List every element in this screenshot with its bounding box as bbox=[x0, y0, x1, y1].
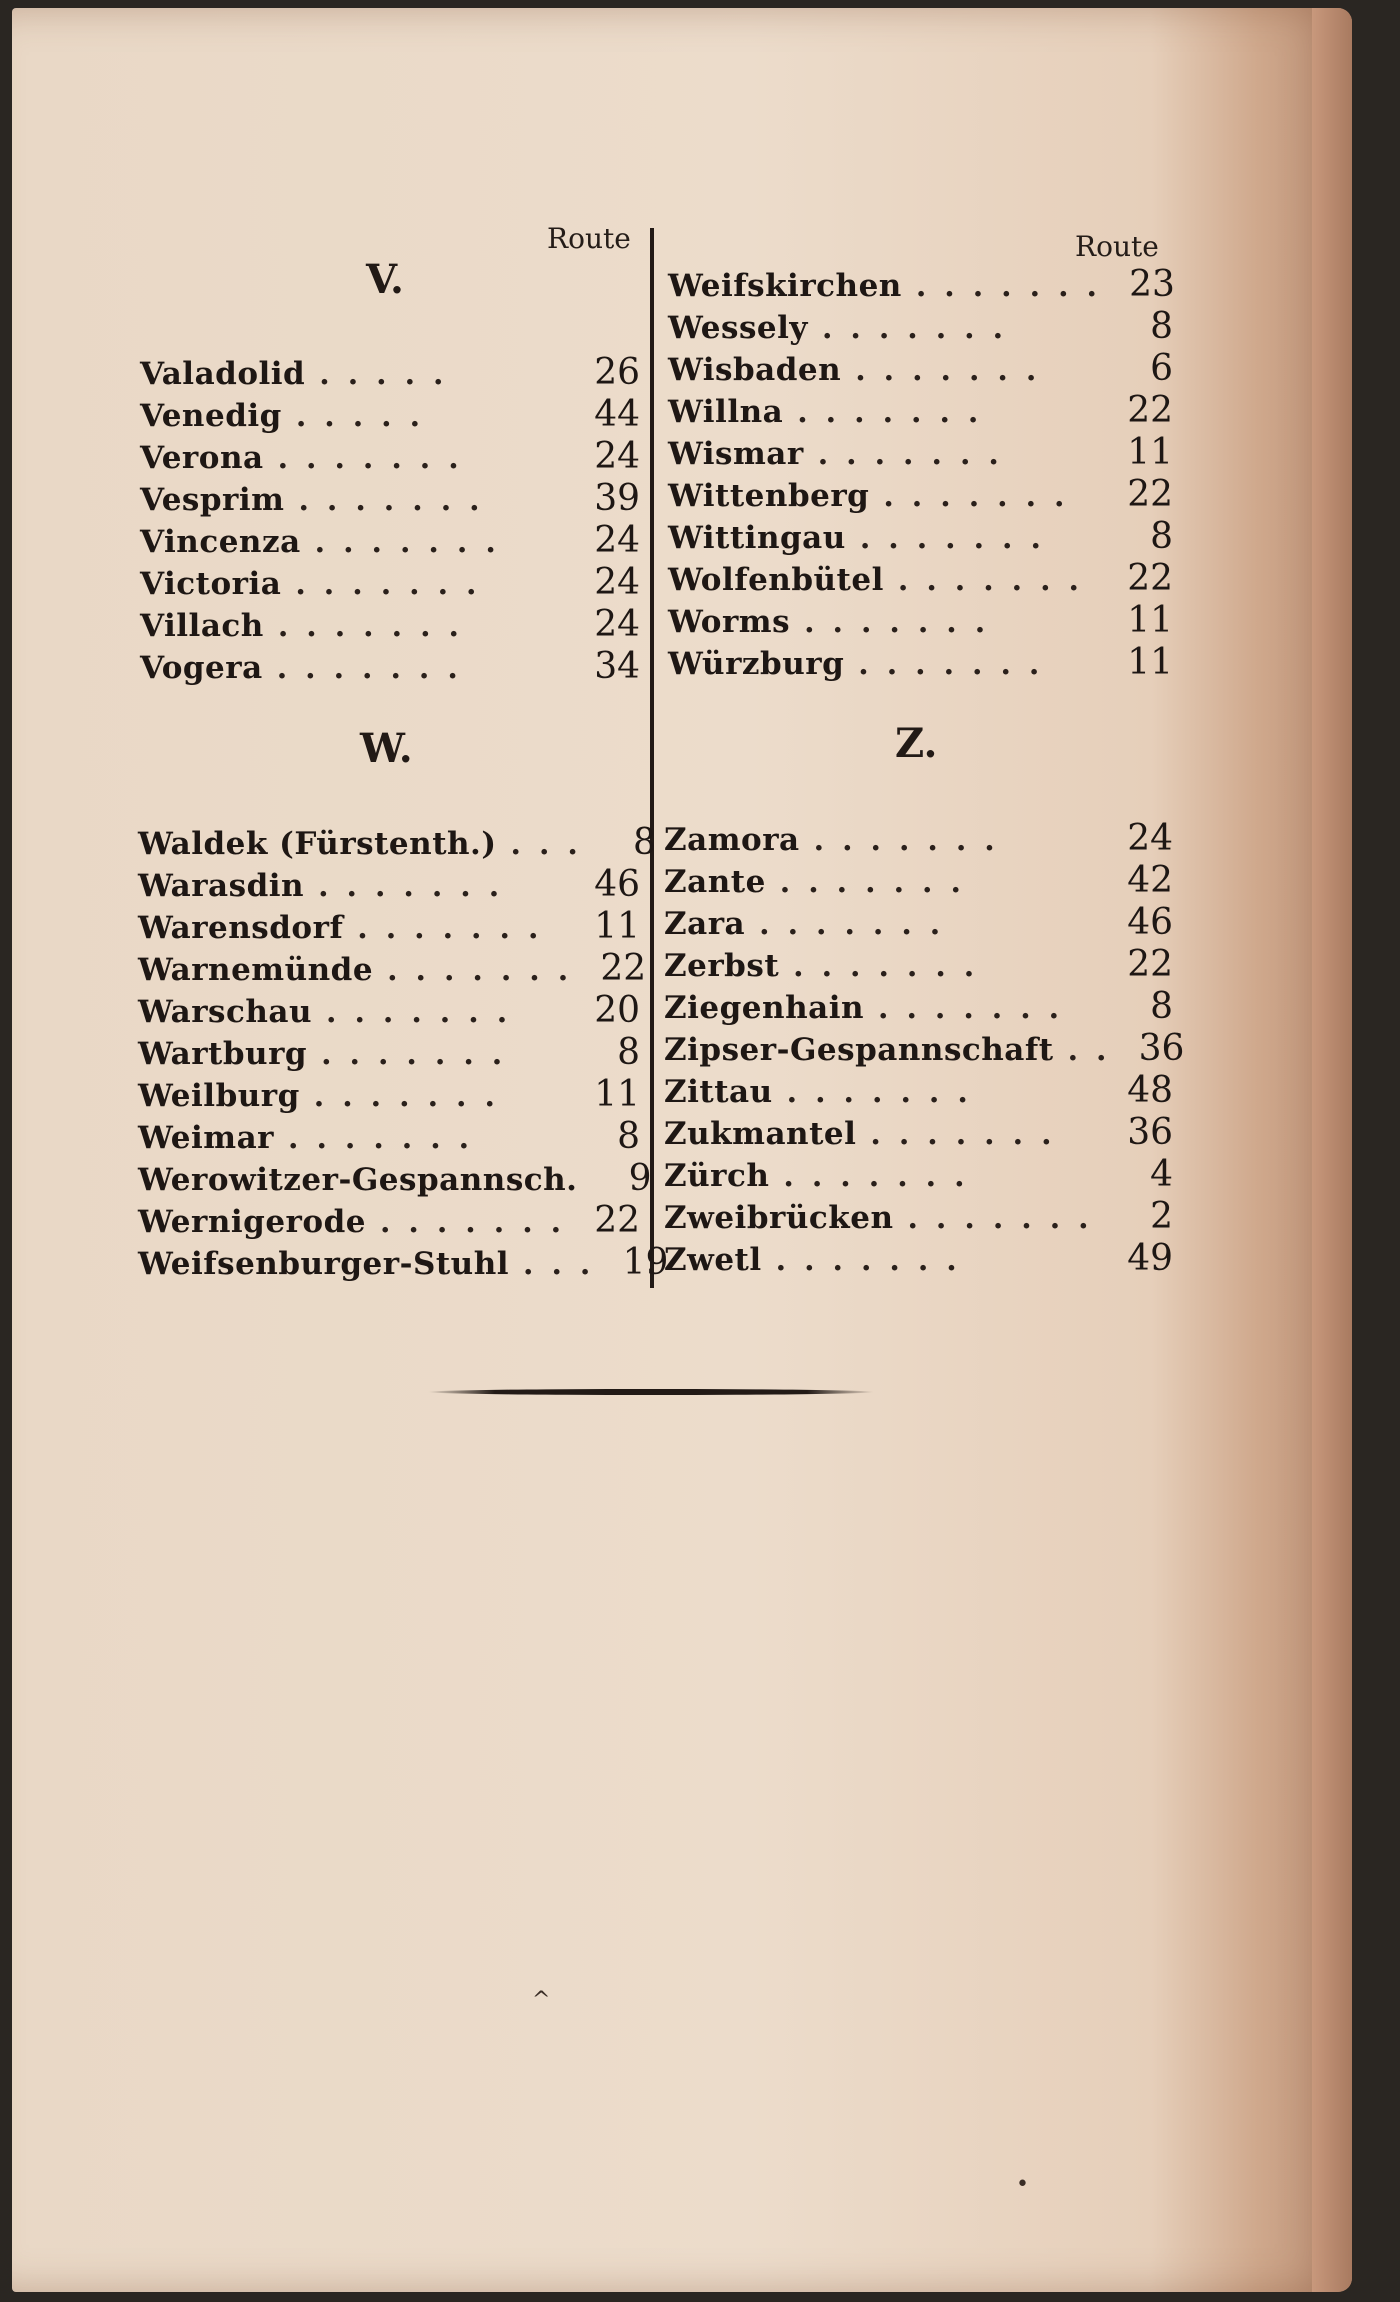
section-letter-v: V. bbox=[366, 256, 404, 303]
list-item: Warasdin ....... 46 bbox=[138, 864, 640, 905]
list-item: Victoria ....... 24 bbox=[140, 562, 640, 603]
list-item: Warensdorf ....... 11 bbox=[138, 906, 640, 947]
list-item: Ziegenhain ....... 8 bbox=[664, 986, 1173, 1027]
list-item: Zipser-Gespannschaft .. 36 bbox=[664, 1028, 1185, 1069]
section-letter-z: Z. bbox=[895, 720, 938, 767]
list-item: Wessely ....... 8 bbox=[668, 306, 1173, 347]
section-letter-w: W. bbox=[360, 725, 413, 772]
list-item: Weifskirchen ....... 23 bbox=[668, 264, 1175, 305]
list-item: Vesprim ....... 39 bbox=[140, 478, 640, 519]
list-item: Zante ....... 42 bbox=[664, 860, 1173, 901]
ornamental-rule bbox=[428, 1389, 874, 1395]
list-item: Valadolid ..... 26 bbox=[140, 352, 640, 393]
list-item: Warnemünde ....... 22 bbox=[138, 948, 647, 989]
ink-mark: ^ bbox=[532, 1988, 551, 2013]
list-item: Zara ....... 46 bbox=[664, 902, 1173, 943]
list-item: Wernigerode ....... 22 bbox=[138, 1200, 640, 1241]
list-item: Verona ....... 24 bbox=[140, 436, 640, 477]
list-item: Zerbst ....... 22 bbox=[664, 944, 1173, 985]
list-item: Wittingau ....... 8 bbox=[668, 516, 1173, 557]
list-item: Willna ....... 22 bbox=[668, 390, 1173, 431]
list-item: Zukmantel ....... 36 bbox=[664, 1112, 1173, 1153]
page-edge bbox=[1312, 8, 1352, 2292]
list-item: Vincenza ....... 24 bbox=[140, 520, 640, 561]
list-item: Wittenberg ....... 22 bbox=[668, 474, 1173, 515]
list-item: Weimar ....... 8 bbox=[138, 1116, 640, 1157]
route-header-left: Route bbox=[547, 222, 631, 255]
list-item: Wartburg ....... 8 bbox=[138, 1032, 640, 1073]
list-item: Worms ....... 11 bbox=[668, 600, 1173, 641]
list-item: Zittau ....... 48 bbox=[664, 1070, 1173, 1111]
list-item: Zamora ....... 24 bbox=[664, 818, 1173, 859]
list-item: Waldek (Fürstenth.) ... 8 bbox=[138, 822, 656, 863]
list-item: Weifsenburger-Stuhl ... 19 bbox=[138, 1242, 669, 1283]
list-item: Zweibrücken ....... 2 bbox=[664, 1196, 1173, 1237]
column-divider bbox=[650, 228, 654, 1288]
list-item: Weilburg ....... 11 bbox=[138, 1074, 640, 1115]
ink-dot: • bbox=[1016, 2172, 1029, 2197]
list-item: Vogera ....... 34 bbox=[140, 646, 640, 687]
list-item: Wismar ....... 11 bbox=[668, 432, 1173, 473]
list-item: Venedig ..... 44 bbox=[140, 394, 640, 435]
list-item: Zürch ....... 4 bbox=[664, 1154, 1173, 1195]
list-item: Wolfenbütel ....... 22 bbox=[668, 558, 1173, 599]
list-item: Villach ....... 24 bbox=[140, 604, 640, 645]
list-item: Zwetl ....... 49 bbox=[664, 1238, 1173, 1279]
list-item: Werowitzer-Gespannsch. 9 bbox=[138, 1158, 652, 1199]
list-item: Wisbaden ....... 6 bbox=[668, 348, 1173, 389]
list-item: Warschau ....... 20 bbox=[138, 990, 640, 1031]
list-item: Würzburg ....... 11 bbox=[668, 642, 1173, 683]
route-header-right: Route bbox=[1075, 230, 1159, 263]
